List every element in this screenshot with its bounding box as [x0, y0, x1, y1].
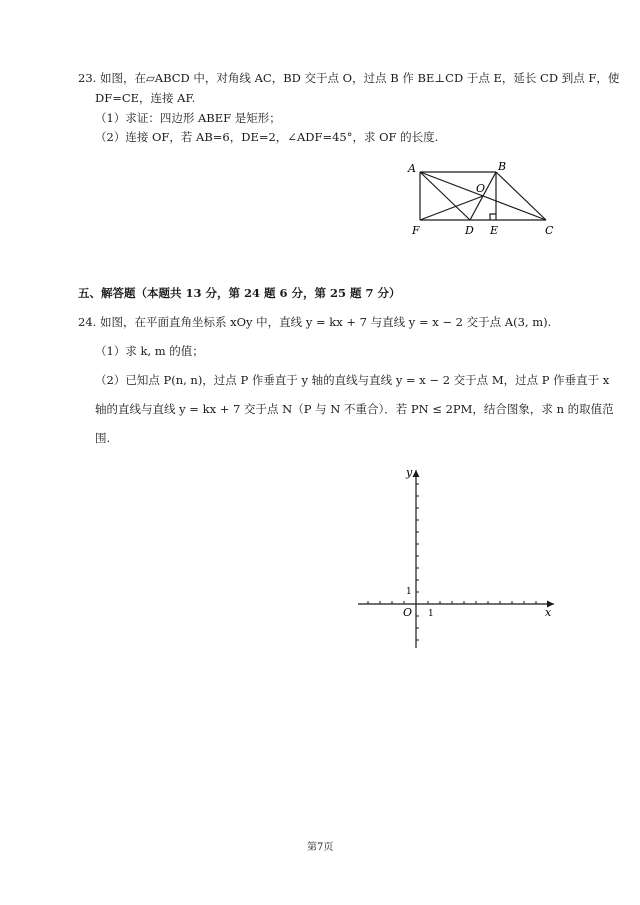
label-A: A — [408, 162, 416, 175]
q24-part2-line1: （2）已知点 P(n, n)，过点 P 作垂直于 y 轴的直线与直线 y = x − 2 交于点 M，过点 P 作垂直于 x — [95, 373, 610, 387]
q23-line1: 23. 如图，在▱ABCD 中，对角线 AC，BD 交于点 O，过点 B 作 BE⊥CD 于点 E，延长 CD 到点 F，使 — [78, 71, 620, 85]
x-unit-label: 1 — [428, 609, 434, 619]
q23-line2: DF=CE，连接 AF. — [95, 91, 196, 105]
label-E: E — [490, 224, 499, 237]
label-C: C — [545, 224, 554, 237]
origin-label: O — [403, 606, 413, 619]
label-B: B — [498, 160, 507, 173]
q24-line1: 24. 如图，在平面直角坐标系 xOy 中，直线 y = kx + 7 与直线 y = x − 2 交于点 A(3, m). — [78, 315, 552, 329]
label-F: F — [412, 224, 420, 237]
label-D: D — [465, 224, 474, 237]
q24-part1: （1）求 k, m 的值； — [95, 344, 204, 358]
page-number: 第7页 — [307, 842, 334, 853]
q23-part1: （1）求证：四边形 ABEF 是矩形； — [95, 111, 281, 125]
y-axis-label: y — [406, 466, 413, 479]
section5-heading: 五、解答题（本题共 13 分，第 24 题 6 分，第 25 题 7 分） — [78, 286, 401, 300]
q24-part2-line3: 围. — [95, 431, 111, 445]
q23-part2: （2）连接 OF，若 AB=6，DE=2，∠ADF=45°，求 OF 的长度. — [95, 130, 439, 144]
label-O: O — [476, 182, 486, 195]
y-unit-label: 1 — [406, 587, 412, 597]
x-axis-label: x — [545, 606, 552, 619]
q24-part2-line2: 轴的直线与直线 y = kx + 7 交于点 N（P 与 N 不重合）．若 PN ≤ 2PM，结合图象，求 n 的取值范 — [95, 402, 614, 416]
